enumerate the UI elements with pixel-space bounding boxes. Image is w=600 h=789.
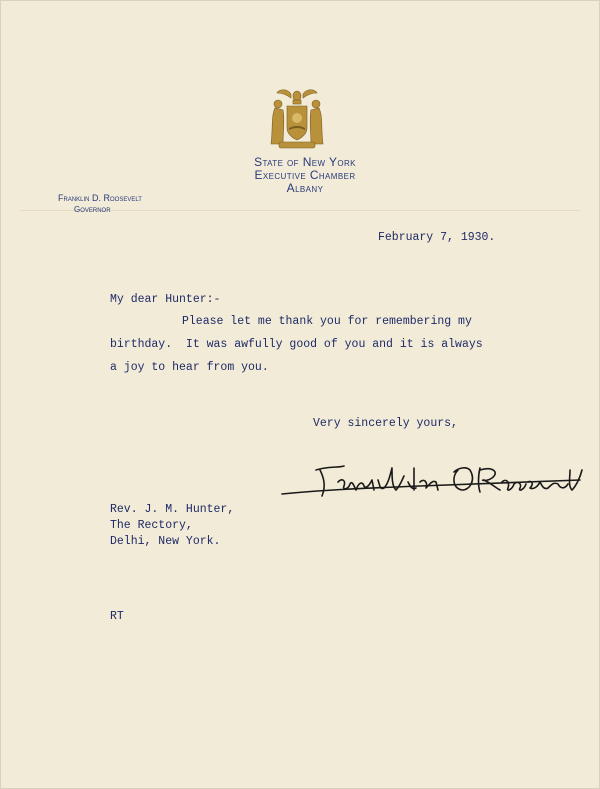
body-line-1: Please let me thank you for remembering my: [182, 315, 472, 328]
body-line-2: birthday. It was awfully good of you and it is always: [110, 338, 483, 351]
recipient-line-2: The Rectory,: [110, 519, 193, 532]
letterhead-city: Albany: [286, 181, 324, 195]
letter-date: February 7, 1930.: [378, 231, 496, 244]
letterhead-state: State of New York: [254, 155, 356, 169]
handwritten-signature: [280, 456, 592, 506]
body-line-3: a joy to hear from you.: [110, 361, 269, 374]
sender-block: [58, 193, 142, 215]
recipient-line-3: Delhi, New York.: [110, 535, 221, 548]
sender-title: Governor: [74, 205, 111, 214]
salutation: My dear Hunter:-: [110, 293, 221, 306]
closing: Very sincerely yours,: [313, 417, 458, 430]
state-seal-icon: [265, 86, 329, 152]
recipient-name: Rev. J. M. Hunter,: [110, 503, 235, 516]
recipient-address: [110, 502, 234, 550]
letterhead-chamber: Executive Chamber: [254, 168, 356, 182]
typist-initials: RT: [110, 610, 124, 623]
sender-name: Franklin D. Roosevelt: [58, 193, 142, 203]
letterhead: [240, 156, 370, 195]
